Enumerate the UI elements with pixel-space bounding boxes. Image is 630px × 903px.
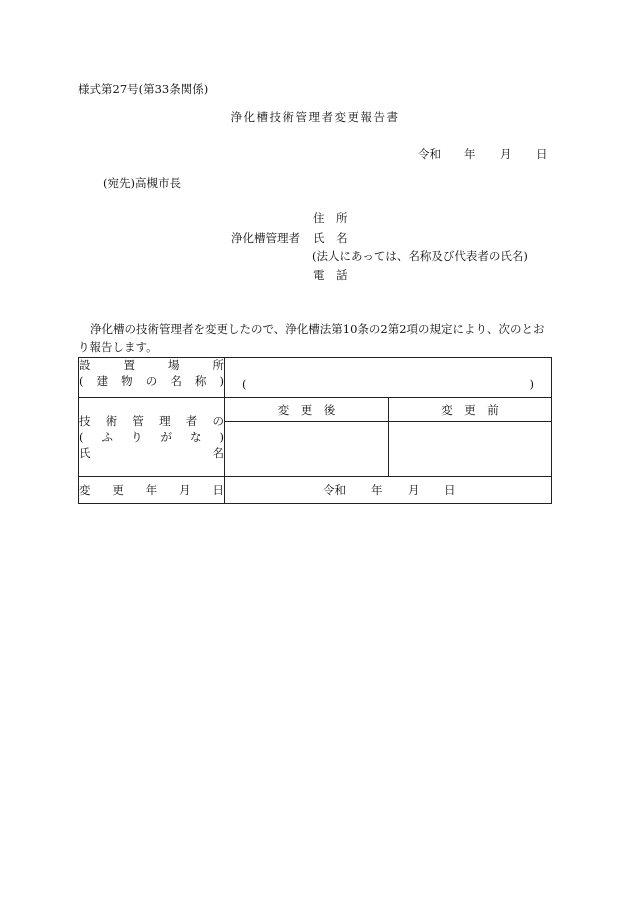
name-label: 氏 名 (313, 231, 348, 245)
table-row-manager-header (79, 398, 552, 422)
after-change-header: 変 更 後 (225, 398, 389, 422)
paren-open: ( (242, 377, 247, 391)
furigana-label: ( ふ り が な ) (79, 430, 224, 444)
paren-close: ) (529, 377, 534, 391)
phone-label: 電 話 (313, 268, 348, 282)
change-date-month: 月 (408, 483, 420, 497)
change-date-label: 変 更 年 月 日 (79, 483, 224, 497)
document-title: 浄化槽技術管理者変更報告書 (230, 110, 400, 124)
body-text-line1: 浄化槽の技術管理者を変更したので、浄化槽法第10条の2第2項の規定により、次のとお (90, 322, 545, 336)
form-number: 様式第27号(第33条関係) (78, 82, 209, 96)
addressee: (宛先)高槻市長 (103, 176, 181, 190)
date-era: 令和 (418, 147, 441, 161)
change-date-year: 年 (371, 483, 383, 497)
date-day: 日 (536, 147, 548, 161)
name-note: (法人にあっては、名称及び代表者の氏名) (312, 249, 528, 263)
building-name-label: ( 建 物 の 名 称 ) (79, 374, 224, 388)
change-date-day: 日 (444, 483, 456, 497)
location-label: 設 置 場 所 (79, 358, 224, 372)
manager-label: 技 術 管 理 者 の (79, 414, 224, 428)
date-year: 年 (464, 147, 476, 161)
table-row-change-date (79, 477, 552, 504)
change-date-input-cell[interactable] (225, 477, 552, 504)
after-change-input-cell[interactable] (225, 422, 389, 477)
before-change-header: 変 更 前 (389, 398, 552, 422)
applicant-role-label: 浄化槽管理者 (231, 231, 300, 245)
date-month: 月 (500, 147, 512, 161)
before-change-input-cell[interactable] (389, 422, 552, 477)
location-input-cell[interactable] (225, 358, 552, 398)
change-date-label-cell (79, 477, 225, 504)
body-text-line2: り報告します。 (78, 340, 158, 354)
table-row-location (79, 358, 552, 398)
report-table (78, 357, 552, 504)
manager-label-cell (79, 398, 225, 477)
change-date-era: 令和 (323, 483, 346, 497)
full-name-label: 氏 名 (79, 446, 224, 460)
address-label: 住 所 (313, 211, 348, 225)
location-label-cell (79, 358, 225, 398)
